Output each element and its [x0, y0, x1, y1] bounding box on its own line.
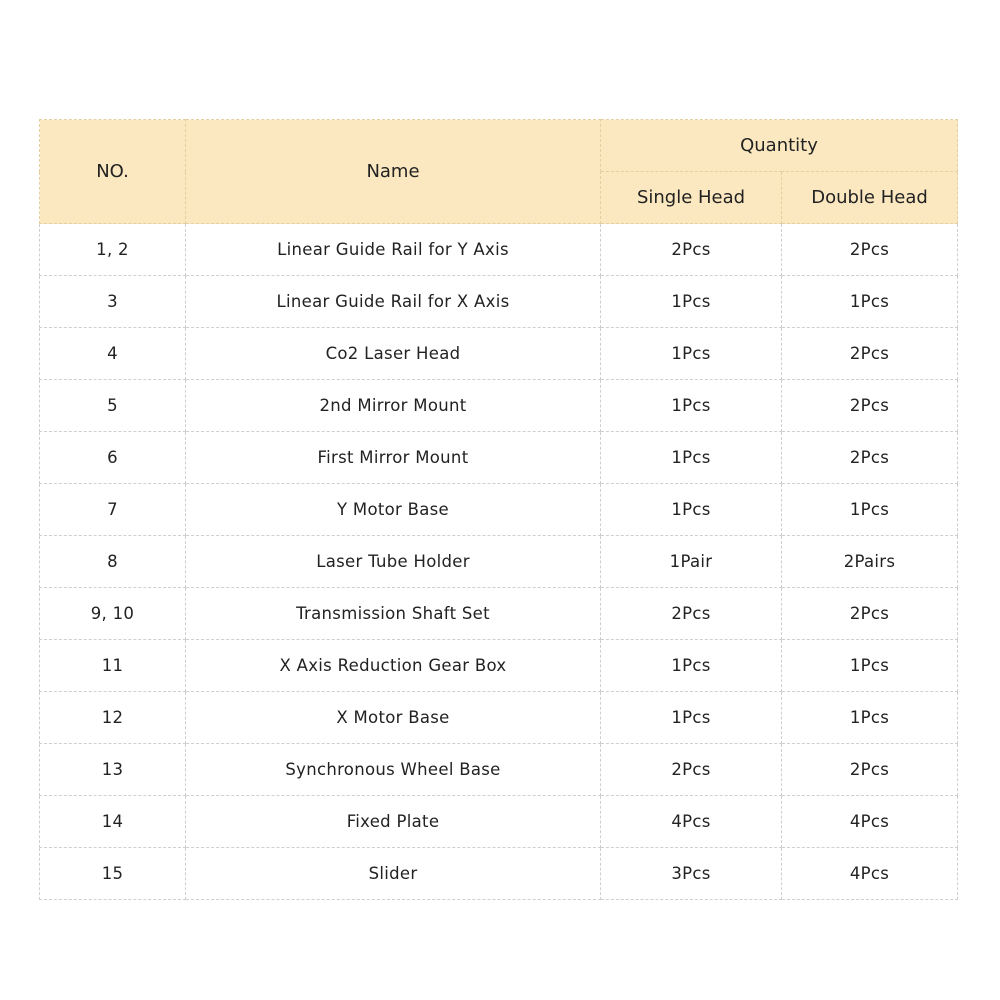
table-row [40, 432, 958, 484]
table-row [40, 224, 958, 276]
cell-name: Slider [186, 848, 601, 900]
header-name: Name [186, 120, 601, 224]
cell-no: 12 [40, 692, 186, 744]
cell-single-head: 1Pcs [601, 432, 782, 484]
cell-name: X Motor Base [186, 692, 601, 744]
table-row [40, 796, 958, 848]
cell-single-head: 3Pcs [601, 848, 782, 900]
table-row [40, 536, 958, 588]
header-double-head: Double Head [782, 172, 958, 224]
table-row [40, 744, 958, 796]
cell-double-head: 1Pcs [782, 692, 958, 744]
cell-no: 13 [40, 744, 186, 796]
cell-no: 9, 10 [40, 588, 186, 640]
table-row [40, 484, 958, 536]
cell-name: Laser Tube Holder [186, 536, 601, 588]
cell-no: 5 [40, 380, 186, 432]
cell-single-head: 2Pcs [601, 744, 782, 796]
table-row [40, 588, 958, 640]
cell-single-head: 1Pcs [601, 276, 782, 328]
cell-no: 11 [40, 640, 186, 692]
header-no: NO. [40, 120, 186, 224]
cell-no: 14 [40, 796, 186, 848]
cell-double-head: 2Pcs [782, 380, 958, 432]
table-body [40, 224, 958, 900]
cell-double-head: 2Pcs [782, 432, 958, 484]
cell-name: X Axis Reduction Gear Box [186, 640, 601, 692]
cell-no: 6 [40, 432, 186, 484]
table-row [40, 640, 958, 692]
cell-double-head: 2Pairs [782, 536, 958, 588]
cell-name: Synchronous Wheel Base [186, 744, 601, 796]
table-row [40, 848, 958, 900]
cell-name: Co2 Laser Head [186, 328, 601, 380]
cell-single-head: 1Pcs [601, 484, 782, 536]
cell-name: 2nd Mirror Mount [186, 380, 601, 432]
cell-no: 1, 2 [40, 224, 186, 276]
cell-single-head: 2Pcs [601, 224, 782, 276]
cell-single-head: 1Pcs [601, 640, 782, 692]
cell-double-head: 1Pcs [782, 276, 958, 328]
cell-single-head: 2Pcs [601, 588, 782, 640]
header-single-head: Single Head [601, 172, 782, 224]
header-quantity: Quantity [601, 120, 958, 172]
cell-name: Transmission Shaft Set [186, 588, 601, 640]
cell-no: 15 [40, 848, 186, 900]
cell-double-head: 4Pcs [782, 848, 958, 900]
cell-double-head: 2Pcs [782, 744, 958, 796]
table-header [40, 120, 958, 224]
cell-name: First Mirror Mount [186, 432, 601, 484]
cell-name: Linear Guide Rail for Y Axis [186, 224, 601, 276]
parts-table [39, 119, 958, 900]
table-row [40, 276, 958, 328]
cell-single-head: 1Pcs [601, 380, 782, 432]
cell-double-head: 1Pcs [782, 484, 958, 536]
table-row [40, 328, 958, 380]
cell-name: Fixed Plate [186, 796, 601, 848]
table-row [40, 692, 958, 744]
cell-single-head: 4Pcs [601, 796, 782, 848]
cell-double-head: 1Pcs [782, 640, 958, 692]
cell-double-head: 2Pcs [782, 224, 958, 276]
table-row [40, 380, 958, 432]
cell-name: Y Motor Base [186, 484, 601, 536]
cell-double-head: 2Pcs [782, 328, 958, 380]
cell-no: 8 [40, 536, 186, 588]
cell-double-head: 2Pcs [782, 588, 958, 640]
cell-no: 7 [40, 484, 186, 536]
cell-single-head: 1Pcs [601, 692, 782, 744]
cell-double-head: 4Pcs [782, 796, 958, 848]
cell-single-head: 1Pair [601, 536, 782, 588]
cell-no: 4 [40, 328, 186, 380]
cell-name: Linear Guide Rail for X Axis [186, 276, 601, 328]
cell-single-head: 1Pcs [601, 328, 782, 380]
cell-no: 3 [40, 276, 186, 328]
